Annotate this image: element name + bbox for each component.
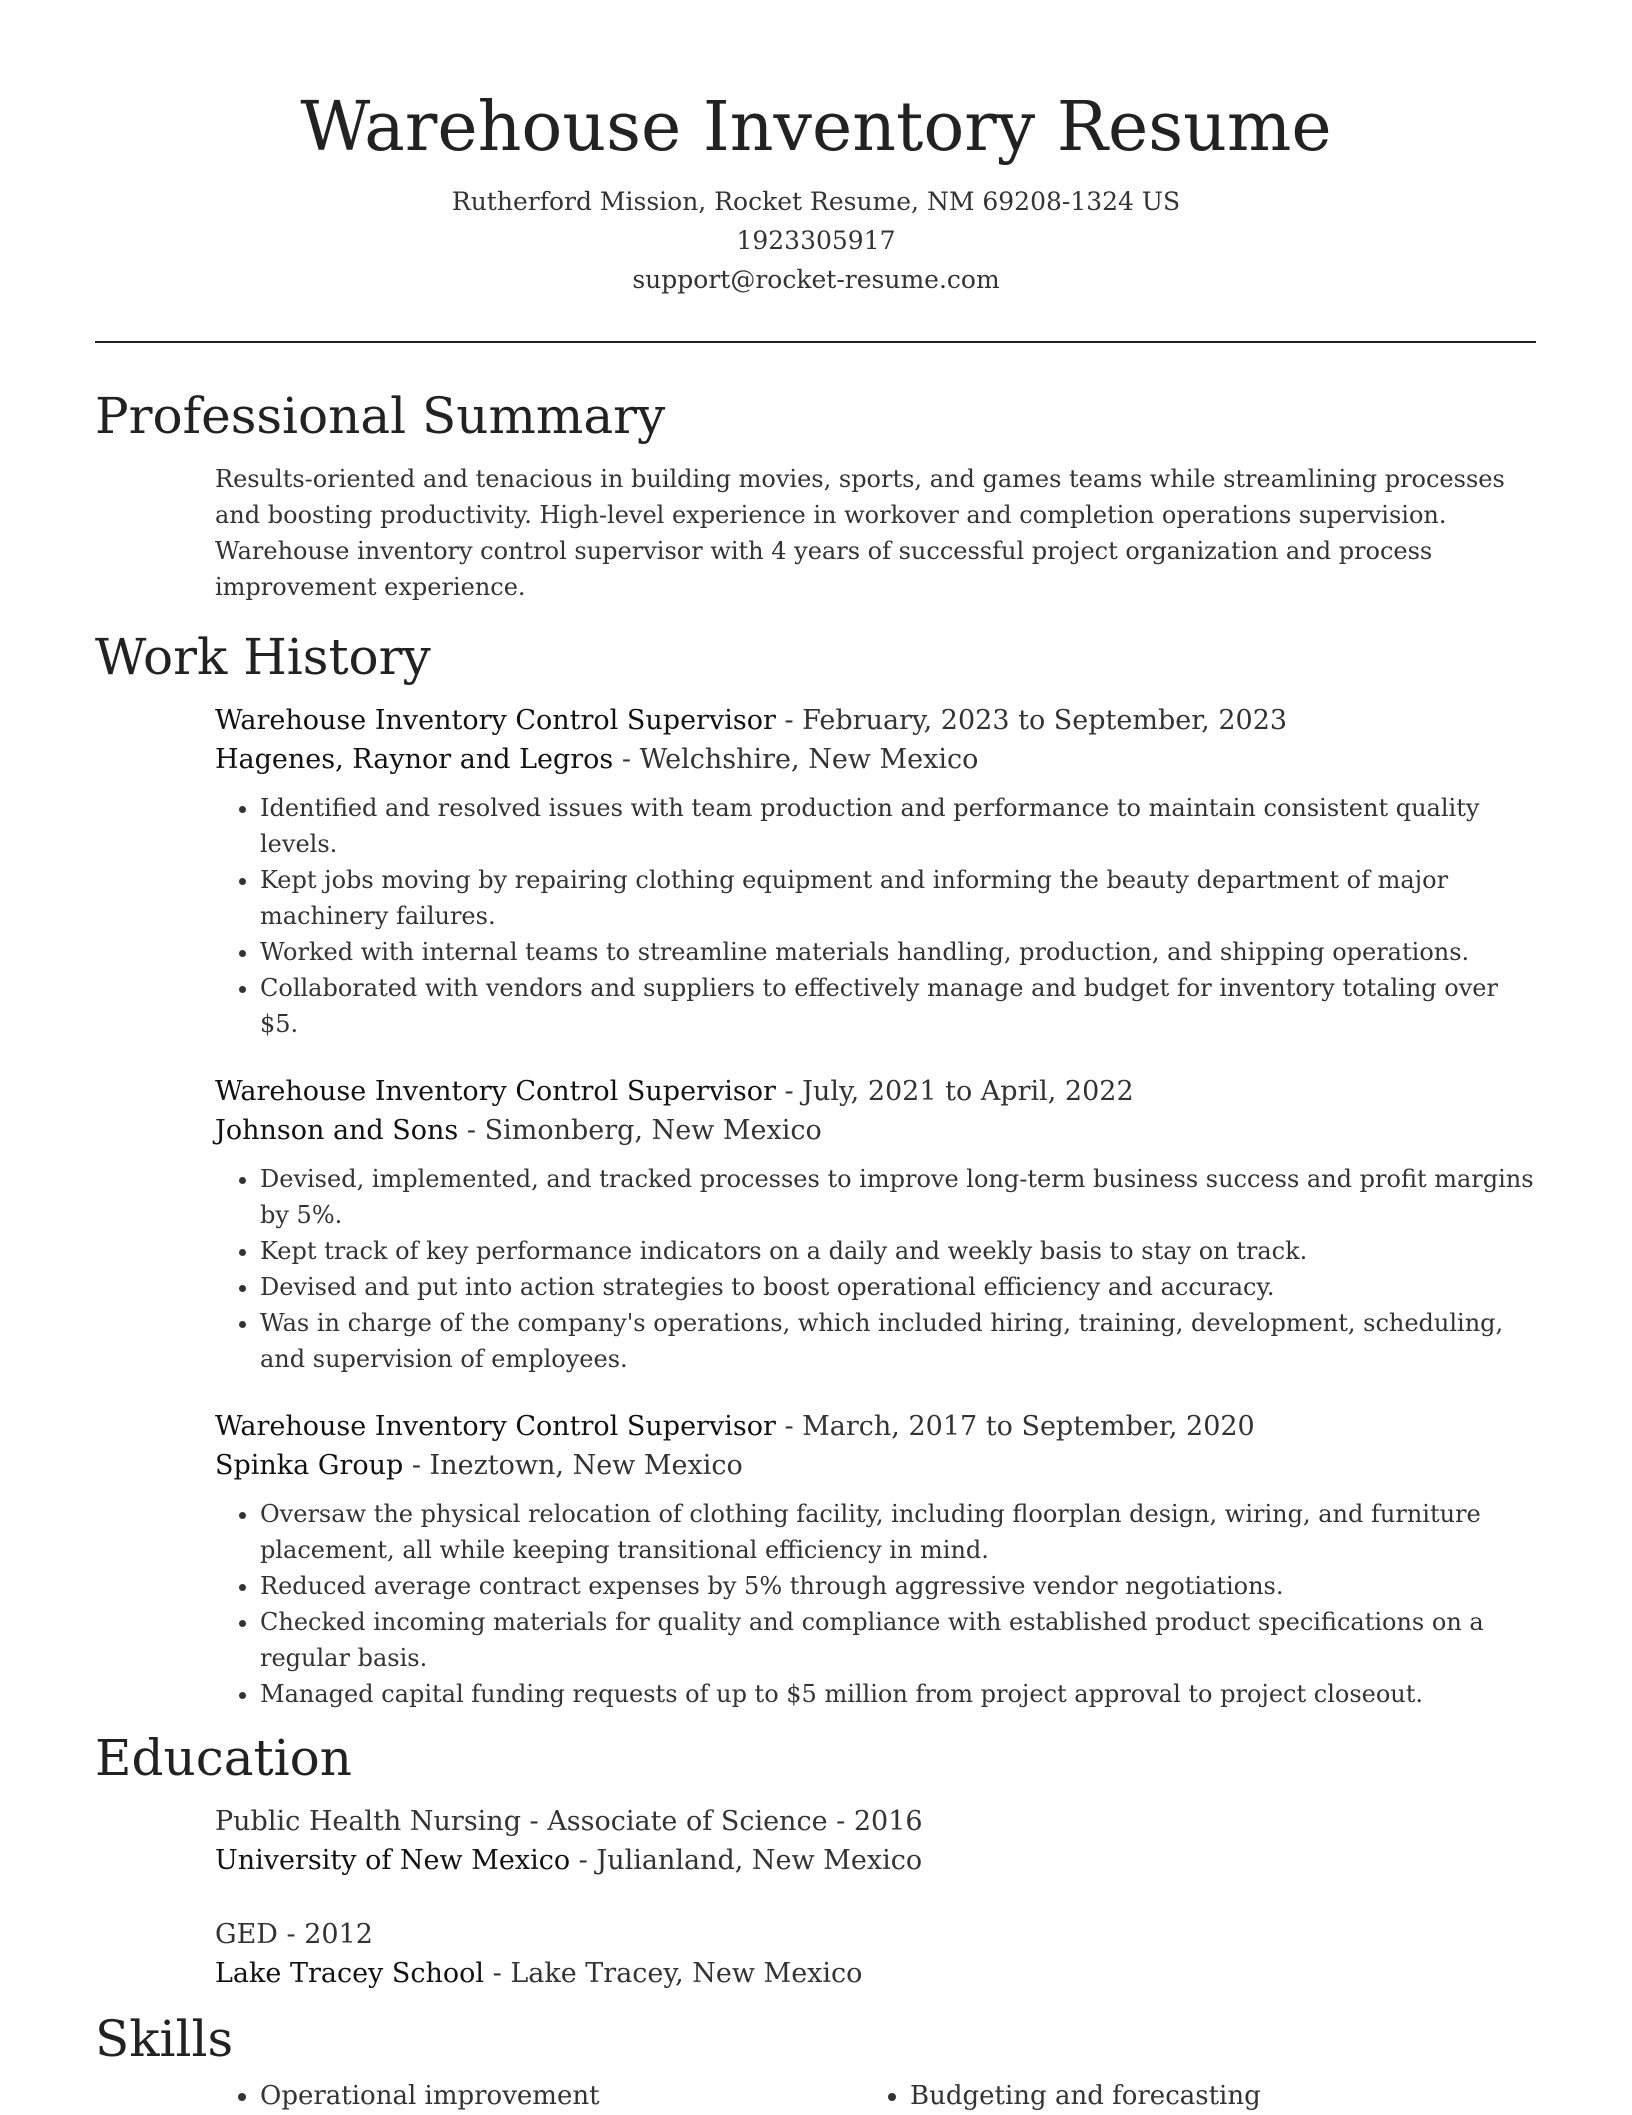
resume-content: [95, 384, 1536, 2115]
summary-section: [215, 461, 1536, 605]
job-bullet: • Kept track of key performance indicators on a daily and weekly basis to stay on track.: [260, 1233, 1536, 1269]
summary-heading: Professional Summary: [95, 387, 666, 445]
job-bullet: • Identified and resolved issues with team production and performance to maintain consistent quality levels.: [260, 790, 1536, 862]
work-history-heading: Work History: [95, 628, 431, 686]
job-role: Warehouse Inventory Control Supervisor: [215, 1411, 776, 1442]
job-entry: [215, 1407, 1536, 1712]
education-section: [215, 1802, 1536, 1993]
job-dates: - March, 2017 to September, 2020: [775, 1411, 1255, 1442]
job-bullet: • Devised, implemented, and tracked processes to improve long-term business success and profit margins by 5%.: [260, 1161, 1536, 1233]
job-company: Hagenes, Raynor and Legros: [215, 744, 614, 775]
job-bullet: • Managed capital funding requests of up to $5 million from project approval to project closeout.: [260, 1676, 1536, 1712]
job-bullet: • Kept jobs moving by repairing clothing equipment and informing the beauty department of major machinery failures.: [260, 862, 1536, 934]
education-location: - Lake Tracey, New Mexico: [484, 1958, 863, 1989]
job-bullet: • Oversaw the physical relocation of clothing facility, including floorplan design, wiring, and furniture placement, all while keeping transitional efficiency in mind.: [260, 1496, 1536, 1568]
job-location: - Ineztown, New Mexico: [403, 1450, 743, 1481]
education-degree: Public Health Nursing - Associate of Science - 2016: [215, 1806, 923, 1837]
job-bullets: [215, 1496, 1536, 1712]
skills-list-right: [865, 2077, 1515, 2115]
job-bullets: [215, 790, 1536, 1042]
education-degree: GED - 2012: [215, 1919, 373, 1950]
job-bullet: • Worked with internal teams to streamline materials handling, production, and shipping operations.: [260, 934, 1536, 970]
job-company-line: [215, 1446, 1536, 1485]
job-role: Warehouse Inventory Control Supervisor: [215, 705, 776, 736]
job-entry: [215, 1072, 1536, 1377]
work-history-section: [215, 701, 1536, 1712]
job-company-line: [215, 1111, 1536, 1150]
skills-list-left: [215, 2077, 865, 2115]
education-entry: [215, 1802, 1536, 1880]
job-dates: - February, 2023 to September, 2023: [775, 705, 1288, 736]
job-bullet: • Collaborated with vendors and suppliers to effectively manage and budget for inventory totaling over $5.: [260, 970, 1536, 1042]
job-company: Johnson and Sons: [215, 1115, 459, 1146]
header-divider: [95, 341, 1536, 343]
contact-info: [0, 182, 1632, 299]
contact-email: support@rocket-resume.com: [632, 265, 1000, 294]
skills-section: [215, 2077, 1536, 2115]
job-role: Warehouse Inventory Control Supervisor: [215, 1076, 776, 1107]
summary-text: Results-oriented and tenacious in building movies, sports, and games teams while streamlining processes and boosting productivity. High-level experience in workover and completion operations supervision. Warehouse inventory control supervisor with 4 years of successful project organization and process improvement experience.: [215, 465, 1505, 601]
job-dates: - July, 2021 to April, 2022: [775, 1076, 1134, 1107]
job-bullets: [215, 1161, 1536, 1377]
job-company-line: [215, 740, 1536, 779]
education-heading: Education: [95, 1729, 352, 1787]
job-title-line: [215, 1072, 1536, 1111]
job-entry: [215, 701, 1536, 1042]
education-school-line: [215, 1954, 1536, 1993]
education-entry: [215, 1915, 1536, 1993]
education-school-line: [215, 1841, 1536, 1880]
skills-heading: Skills: [95, 2010, 234, 2068]
job-location: - Simonberg, New Mexico: [458, 1115, 822, 1146]
job-bullet: • Was in charge of the company's operations, which included hiring, training, development, scheduling, and supervision of employees.: [260, 1305, 1536, 1377]
job-bullet: • Checked incoming materials for quality and compliance with established product specifications on a regular basis.: [260, 1604, 1536, 1676]
resume-header: [0, 0, 1632, 299]
skill-item: • Operational improvement: [260, 2077, 865, 2115]
job-title-line: [215, 701, 1536, 740]
job-bullet: • Reduced average contract expenses by 5% through aggressive vendor negotiations.: [260, 1568, 1536, 1604]
education-location: - Julianland, New Mexico: [570, 1845, 923, 1876]
resume-title: Warehouse Inventory Resume: [300, 88, 1332, 167]
education-school: Lake Tracey School: [215, 1958, 485, 1989]
contact-phone: 1923305917: [736, 226, 896, 255]
job-title-line: [215, 1407, 1536, 1446]
job-bullet: • Devised and put into action strategies to boost operational efficiency and accuracy.: [260, 1269, 1536, 1305]
job-location: - Welchshire, New Mexico: [613, 744, 979, 775]
contact-address: Rutherford Mission, Rocket Resume, NM 69208-1324 US: [451, 187, 1181, 216]
education-school: University of New Mexico: [215, 1845, 571, 1876]
skill-item: • Budgeting and forecasting: [910, 2077, 1515, 2115]
job-company: Spinka Group: [215, 1450, 404, 1481]
